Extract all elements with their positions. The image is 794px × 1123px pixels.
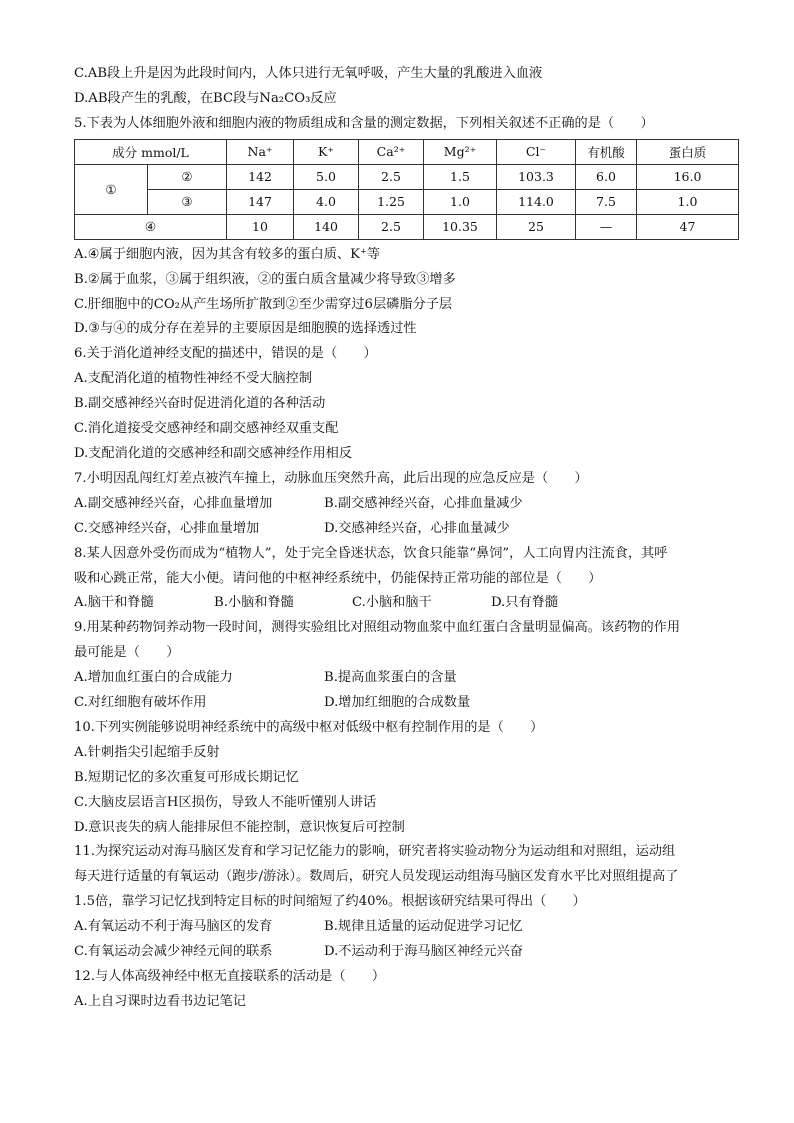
q9-option-row (74, 666, 738, 691)
question-12 (74, 965, 738, 1015)
text-line: C.AB段上升是因为此段时间内，人体只进行无氧呼吸，产生大量的乳酸进入血液 (74, 66, 543, 81)
question-7-stem: 7.小明因乱闯红灯差点被汽车撞上，动脉血压突然升高，此后出现的应急反应是（ ） (74, 470, 588, 486)
text-line: 最可能是（ ） (74, 645, 180, 661)
option: C.有氧运动会减少神经元间的联系 (74, 944, 273, 960)
option: B.小脑和脊髓 (214, 595, 294, 611)
table-header-cell: Cl⁻ (497, 139, 576, 164)
table-cell: 6.0 (576, 164, 637, 189)
text-line: 吸和心跳正常，能大小便。请问他的中枢神经系统中，仍能保持正常功能的部位是（ ） (74, 570, 602, 586)
text-line: 1.5倍，靠学习记忆找到特定目标的时间缩短了约40%。根据该研究结果可得出（ ） (74, 894, 586, 910)
text-line: C.肝细胞中的CO₂从产生场所扩散到②至少需穿过6层磷脂分子层 (74, 296, 453, 312)
table-cell: 25 (497, 214, 576, 239)
question-6-stem: 6.关于消化道神经支配的描述中，错误的是（ ） (74, 346, 377, 362)
text-line: D.意识丧失的病人能排尿但不能控制，意识恢复后可控制 (74, 819, 405, 835)
option: D.不运动利于海马脑区神经元兴奋 (324, 944, 523, 960)
table-cell: 5.0 (294, 164, 359, 189)
table-row (75, 164, 739, 189)
table-row-label: ② (148, 164, 227, 189)
table-cell: 140 (294, 214, 359, 239)
table-cell: 1.0 (424, 189, 497, 214)
table-cell: 16.0 (637, 164, 739, 189)
question-11-stem: 11.为探究运动对海马脑区发育和学习记忆能力的影响，研究者将实验动物分为运动组和对照组，运动组 (74, 844, 676, 860)
table-cell: 1.25 (359, 189, 424, 214)
text-line: 每天进行适量的有氧运动（跑步/游泳）。数周后，研究人员发现运动组海马脑区发育水平比对照组提高了 (74, 869, 679, 885)
table-cell: — (576, 214, 637, 239)
table-cell: 147 (227, 189, 294, 214)
table-group-label: ① (75, 164, 148, 214)
option: B.副交感神经兴奋，心排血量减少 (324, 495, 523, 511)
text-line: A.针刺指尖引起缩手反射 (74, 744, 220, 760)
text-line: D.AB段产生的乳酸，在BC段与Na₂CO₃反应 (74, 90, 337, 106)
table-row (75, 189, 739, 214)
text-line: A.④属于细胞内液，因为其含有较多的蛋白质、K⁺等 (74, 246, 381, 262)
text-line: C.大脑皮层语言H区损伤，导致人不能听懂别人讲话 (74, 794, 377, 810)
table-header-row (75, 139, 739, 164)
table-cell: 10.35 (424, 214, 497, 239)
table-header-cell: K⁺ (294, 139, 359, 164)
q7-option-row (74, 492, 738, 517)
question-8-stem: 8.某人因意外受伤而成为“植物人”，处于完全昏迷状态，饮食只能靠“鼻饲”，人工向胃内注流食，其呼 (74, 545, 668, 561)
q11-option-row (74, 940, 738, 965)
exam-page (74, 62, 738, 1015)
text-line: B.短期记忆的多次重复可形成长期记忆 (74, 769, 299, 785)
text-line: B.副交感神经兴奋时促进消化道的各种活动 (74, 396, 326, 412)
question-11 (74, 840, 738, 965)
option: C.小脑和脑干 (352, 595, 432, 611)
table-cell: 1.5 (424, 164, 497, 189)
option: C.交感神经兴奋，心排血量增加 (74, 520, 260, 536)
table-header-cell: 蛋白质 (637, 139, 739, 164)
table-header-cell: Na⁺ (227, 139, 294, 164)
table-row-label: ③ (148, 189, 227, 214)
text-line: C.消化道接受交感神经和副交感神经双重支配 (74, 421, 339, 437)
table-cell: 7.5 (576, 189, 637, 214)
option: A.增加血红蛋白的合成能力 (74, 670, 233, 686)
text-line: D.支配消化道的交感神经和副交感神经作用相反 (74, 445, 353, 461)
q9-option-row (74, 691, 738, 716)
table-cell: 103.3 (497, 164, 576, 189)
table-cell: 2.5 (359, 214, 424, 239)
table-cell: 10 (227, 214, 294, 239)
table-cell: 114.0 (497, 189, 576, 214)
table-cell: 2.5 (359, 164, 424, 189)
text-line: B.②属于血浆，③属于组织液，②的蛋白质含量减少将导致③增多 (74, 271, 456, 287)
table-cell: 47 (637, 214, 739, 239)
table-header-cell: Ca²⁺ (359, 139, 424, 164)
option: A.脑干和脊髓 (74, 595, 154, 611)
q11-option-row (74, 915, 738, 940)
option: D.增加红细胞的合成数量 (324, 695, 471, 711)
option: B.提高血浆蛋白的含量 (324, 670, 457, 686)
option: D.只有脊髓 (491, 595, 559, 611)
table-header-cell: 有机酸 (576, 139, 637, 164)
question-10-stem: 10.下列实例能够说明神经系统中的高级中枢对低级中枢有控制作用的是（ ） (74, 719, 544, 735)
question-10 (74, 716, 738, 841)
table-row-label: ④ (75, 214, 227, 239)
q8-option-row (74, 591, 738, 616)
question-5-stem: 5.下表为人体细胞外液和细胞内液的物质组成和含量的测定数据，下列相关叙述不正确的是（ ） (74, 115, 654, 131)
table-header-cell: Mg²⁺ (424, 139, 497, 164)
option: A.副交感神经兴奋，心排血量增加 (74, 495, 273, 511)
question-9-stem: 9.用某种药物饲养动物一段时间，测得实验组比对照组动物血浆中血红蛋白含量明显偏高。该药物的作用 (74, 620, 681, 636)
table-row (75, 214, 739, 239)
text-line: A.支配消化道的植物性神经不受大脑控制 (74, 371, 312, 387)
table-cell: 1.0 (637, 189, 739, 214)
option: A.有氧运动不利于海马脑区的发育 (74, 919, 273, 935)
question-12-stem: 12.与人体高级神经中枢无直接联系的活动是（ ） (74, 969, 386, 984)
table-cell: 4.0 (294, 189, 359, 214)
q7-option-row (74, 517, 738, 542)
text-line: D.③与④的成分存在差异的主要原因是细胞膜的选择透过性 (74, 321, 417, 337)
table-header-cell: 成分 mmol/L (75, 139, 227, 164)
option: C.对红细胞有破坏作用 (74, 695, 207, 711)
questions-5-to-7 (74, 243, 738, 492)
option: B.规律且适量的运动促进学习记忆 (324, 919, 523, 935)
option: D.交感神经兴奋，心排血量减少 (324, 520, 510, 536)
table-cell: 142 (227, 164, 294, 189)
text-line: A.上自习课时边看书边记笔记 (74, 993, 246, 1009)
q4-options-tail (74, 62, 738, 112)
composition-table (74, 139, 739, 240)
